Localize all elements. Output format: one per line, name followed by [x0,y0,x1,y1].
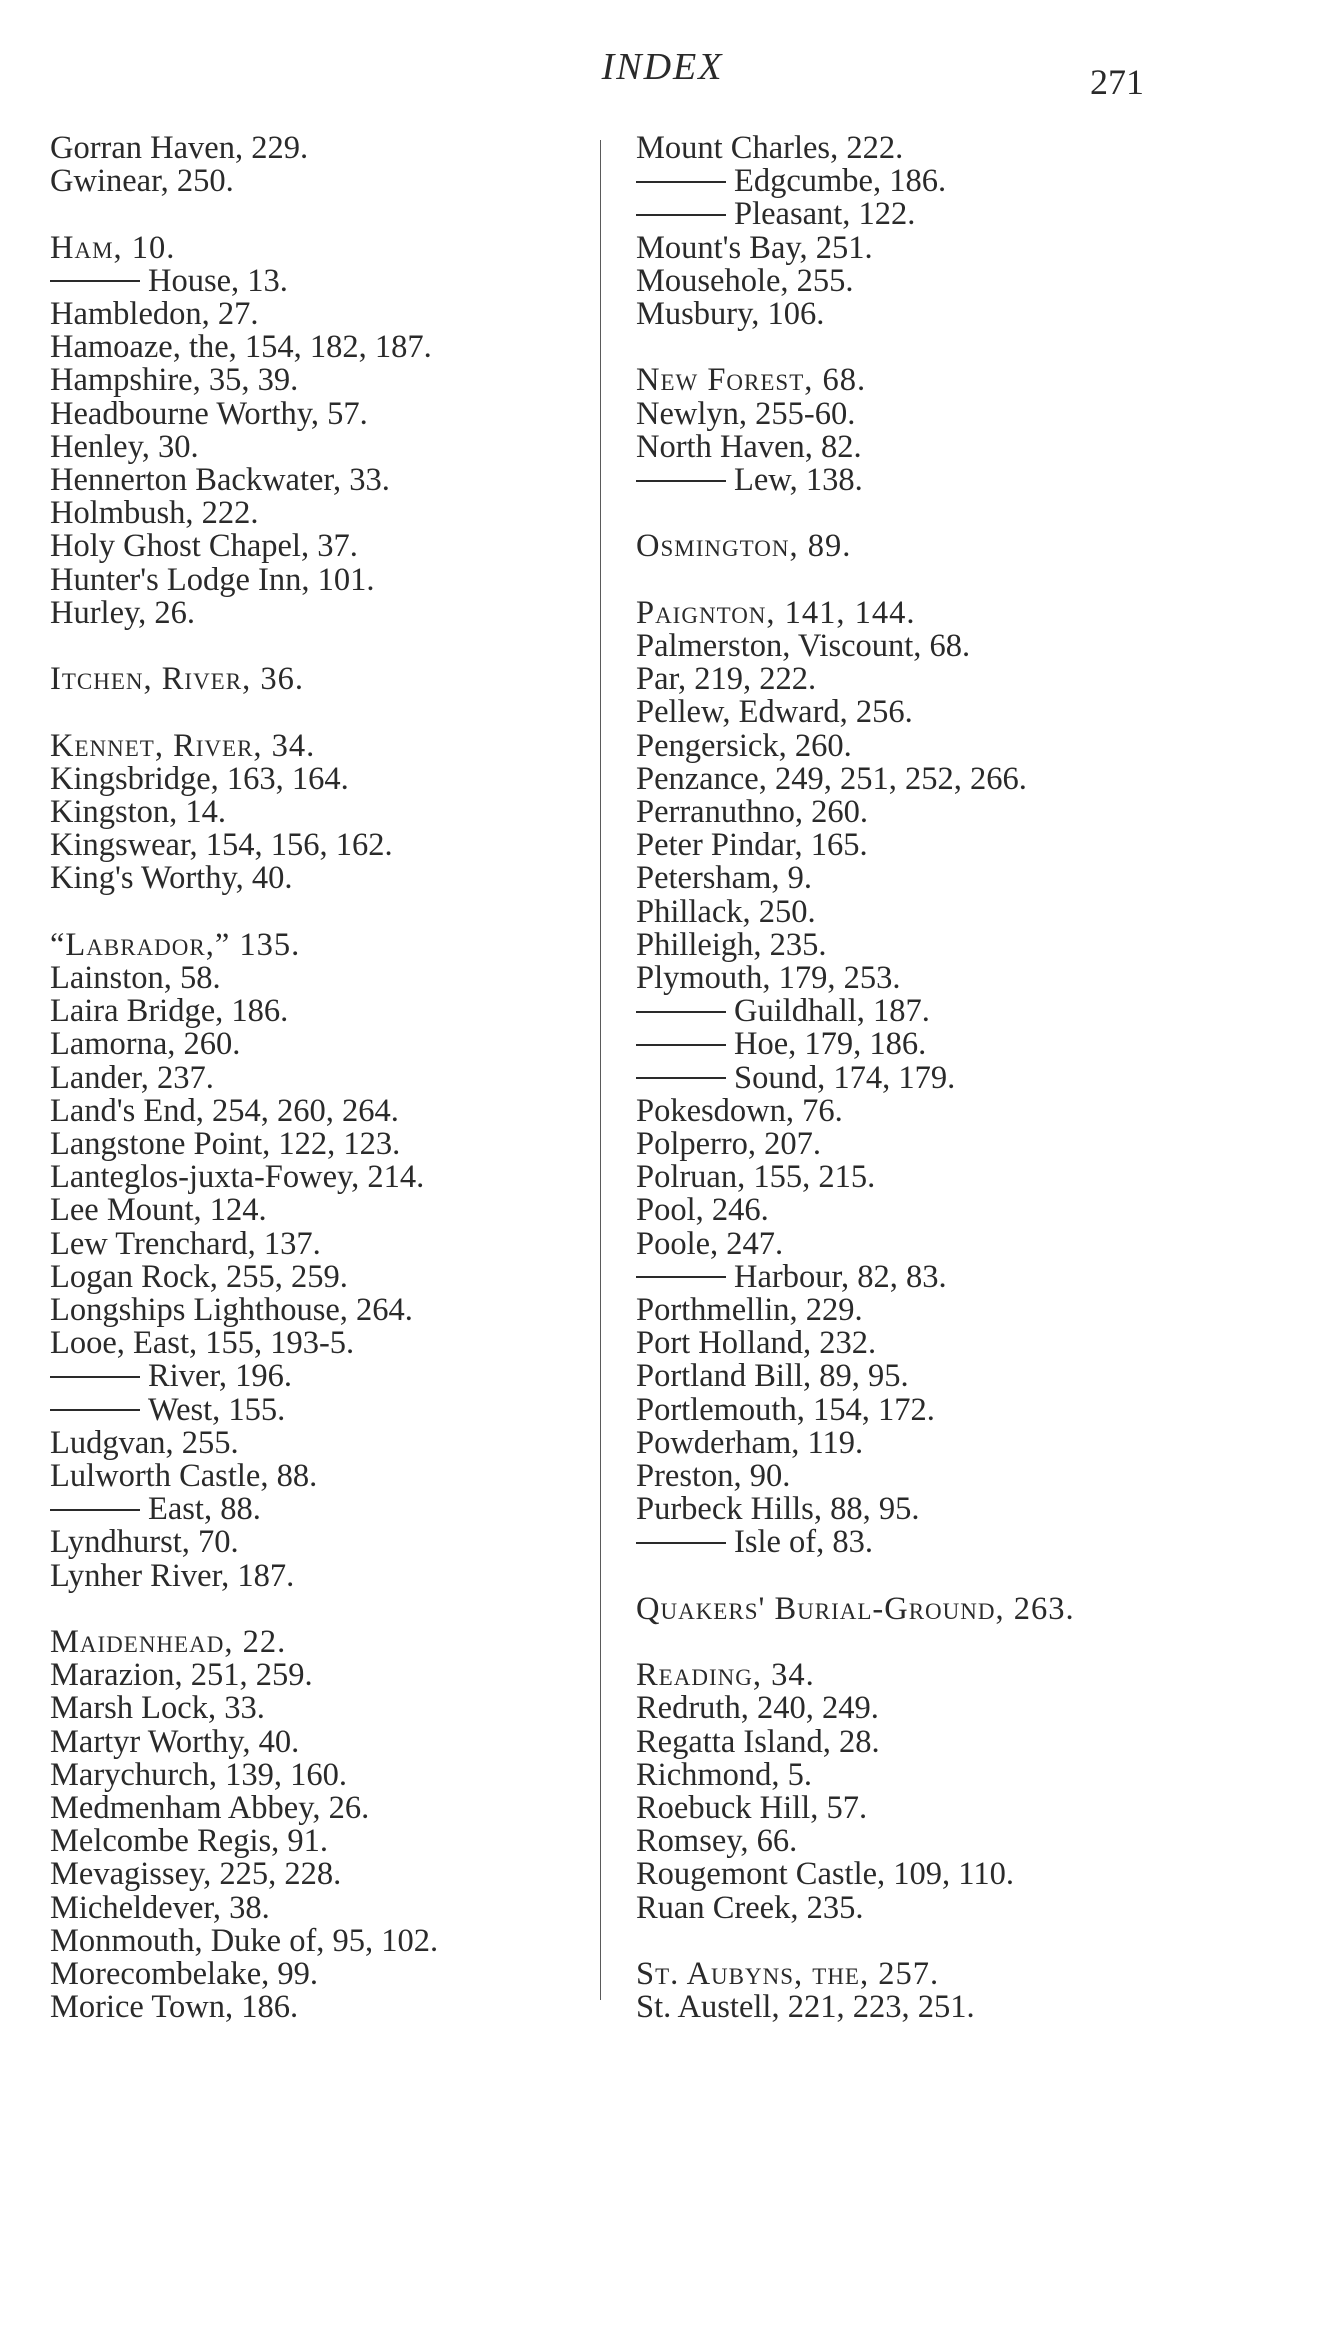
entry-text: Hamoaze, the, 154, 182, 187. [50,329,432,366]
entry-text: Palmerston, Viscount, 68. [636,628,971,664]
entry-text: Osmington, 89. [636,528,852,565]
entry-gap [50,198,600,231]
entry-text: Regatta Island, 28. [636,1723,880,1760]
index-entry [50,464,600,497]
entry-text: Land's End, 254, 260, 264. [50,1092,399,1129]
entry-text: Par, 219, 222. [636,661,817,698]
entry-text: Musbury, 106. [636,296,825,333]
page-number: 271 [1090,62,1144,102]
entry-text: “Labrador,” 135. [50,926,301,963]
index-entry [636,1092,1296,1129]
entry-text: Port Holland, 232. [636,1325,877,1362]
index-entry [50,364,600,397]
index-entry [50,862,600,895]
index-entry [50,1825,600,1858]
entry-text: Hunter's Lodge Inn, 101. [50,561,375,598]
entry-gap [636,1626,1296,1659]
index-entry [636,132,1296,165]
index-entry [636,395,1296,432]
ditto-dash [636,1276,726,1278]
index-entry [636,926,1296,963]
index-entry [50,1294,600,1327]
index-entry [636,1692,1296,1725]
index-entry [636,696,1296,729]
entry-gap [636,497,1296,530]
entry-text: Rougemont Castle, 109, 110. [636,1856,1014,1893]
ditto-dash [50,1409,140,1411]
index-entry [636,530,1296,563]
entry-text: Ham, 10. [50,229,176,266]
index-entry [50,1626,600,1659]
entry-text: Purbeck Hills, 88, 95. [636,1491,920,1528]
entry-text: Lynher River, 187. [50,1557,295,1594]
entry-text: Porthmellin, 229. [636,1292,863,1329]
index-entry [50,727,600,764]
index-entry [636,1590,1296,1627]
index-entry [50,1194,600,1227]
entry-text: Maidenhead, 22. [50,1624,287,1661]
entry-text: Peter Pindar, 165. [636,827,868,864]
index-entry [636,1327,1296,1360]
entry-text: Morecombelake, 99. [50,1956,319,1993]
entry-text: Martyr Worthy, 40. [50,1723,300,1760]
index-entry [50,760,600,797]
entry-text: Melcombe Regis, 91. [50,1823,329,1860]
ditto-dash [50,1509,140,1511]
index-subentry [636,1059,1296,1096]
entry-text: Kingston, 14. [50,794,227,831]
entry-text: Medmenham Abbey, 26. [50,1790,370,1827]
index-subentry [50,1391,600,1428]
index-entry [50,1225,600,1262]
index-entry [636,428,1296,465]
entry-text: Lanteglos-juxta-Fowey, 214. [50,1159,425,1196]
entry-text: Powderham, 119. [636,1424,864,1461]
entry-text: West, 155. [148,1391,286,1428]
ditto-dash [636,1077,726,1079]
index-entry [636,1194,1296,1227]
ditto-dash [636,480,726,482]
entry-text: Looe, East, 155, 193-5. [50,1325,355,1362]
entry-gap [50,630,600,663]
entry-text: Kingsbridge, 163, 164. [50,760,349,797]
entry-text: Ludgvan, 255. [50,1424,239,1461]
index-entry [50,1792,600,1825]
index-entry [50,1858,600,1891]
entry-text: House, 13. [148,262,288,299]
index-entry [636,727,1296,764]
index-entry [636,1460,1296,1493]
index-entry [50,1161,600,1194]
entry-text: Pengersick, 260. [636,727,852,764]
index-subentry [636,1526,1296,1559]
index-entry [50,1958,600,1991]
index-entry [50,1460,600,1493]
index-entry [50,1424,600,1461]
entry-gap [50,696,600,729]
entry-text: Pokesdown, 76. [636,1092,843,1129]
entry-text: Kennet, River, 34. [50,727,316,764]
index-entry [50,1327,600,1360]
index-entry [50,1889,600,1926]
entry-text: Lyndhurst, 70. [50,1524,239,1561]
entry-text: Polruan, 155, 215. [636,1159,876,1196]
ditto-dash [636,1044,726,1046]
index-entry [636,364,1296,397]
index-entry [50,229,600,266]
index-entry [636,1294,1296,1327]
index-entry [636,1792,1296,1825]
entry-text: Hurley, 26. [50,594,196,631]
entry-text: Lew, 138. [734,462,863,499]
ditto-dash [50,1376,140,1378]
index-entry [50,395,600,432]
ditto-dash [636,214,726,216]
index-column-right [636,132,1296,2024]
entry-text: Edgcumbe, 186. [734,163,947,200]
entry-text: Harbour, 82, 83. [734,1258,947,1295]
index-entry [636,298,1296,331]
index-entry [50,995,600,1028]
entry-text: Portland Bill, 89, 95. [636,1358,909,1395]
entry-text: Laira Bridge, 186. [50,993,289,1030]
index-subentry [50,1493,600,1526]
entry-text: Longships Lighthouse, 264. [50,1292,413,1329]
index-subentry [50,262,600,299]
index-entry [636,1991,1296,2024]
entry-text: Pleasant, 122. [734,196,916,233]
entry-text: Marychurch, 139, 160. [50,1756,347,1793]
entry-text: Ruan Creek, 235. [636,1889,864,1926]
index-entry [50,1092,600,1129]
entry-text: Monmouth, Duke of, 95, 102. [50,1922,439,1959]
entry-text: Kingswear, 154, 156, 162. [50,827,393,864]
index-entry [636,1756,1296,1793]
index-entry [50,331,600,364]
index-entry [50,298,600,331]
entry-text: Lander, 237. [50,1059,214,1096]
entry-text: Morice Town, 186. [50,1989,299,2026]
entry-text: Petersham, 9. [636,860,813,897]
index-subentry [636,165,1296,198]
index-entry [636,796,1296,829]
index-entry [636,1360,1296,1393]
entry-gap [636,564,1296,597]
entry-text: Mount's Bay, 251. [636,229,873,266]
entry-text: Itchen, River, 36. [50,661,304,698]
ditto-dash [50,280,140,282]
entry-text: Lainston, 58. [50,960,221,997]
entry-text: Philleigh, 235. [636,926,827,963]
index-subentry [636,995,1296,1028]
entry-text: Pool, 246. [636,1192,769,1229]
entry-text: East, 88. [148,1491,261,1528]
index-entry [50,1059,600,1096]
entry-gap [50,1593,600,1626]
entry-text: Reading, 34. [636,1657,815,1694]
entry-gap [636,1560,1296,1593]
index-entry [50,1692,600,1725]
entry-text: Henley, 30. [50,428,199,465]
index-subentry [636,464,1296,497]
entry-text: Mount Charles, 222. [636,130,904,166]
entry-text: North Haven, 82. [636,428,862,465]
entry-text: Marsh Lock, 33. [50,1690,265,1727]
entry-text: St. Austell, 221, 223, 251. [636,1989,975,2026]
index-subentry [636,198,1296,231]
index-entry [636,262,1296,299]
entry-text: Plymouth, 179, 253. [636,960,901,997]
entry-text: Micheldever, 38. [50,1889,270,1926]
index-entry [50,1557,600,1594]
index-entry [50,1756,600,1793]
index-entry [636,229,1296,266]
entry-text: Redruth, 240, 249. [636,1690,879,1727]
entry-text: Langstone Point, 122, 123. [50,1126,401,1163]
index-entry [636,663,1296,696]
entry-text: Mevagissey, 225, 228. [50,1856,342,1893]
index-entry [636,1958,1296,1991]
entry-text: Hampshire, 35, 39. [50,362,299,399]
entry-text: Sound, 174, 179. [734,1059,956,1096]
index-entry [636,862,1296,895]
ditto-dash [636,181,726,183]
index-entry [636,760,1296,797]
entry-text: Guildhall, 187. [734,993,930,1030]
index-entry [636,1889,1296,1926]
entry-text: Poole, 247. [636,1225,784,1262]
index-entry [50,1991,600,2024]
index-entry [50,1128,600,1161]
entry-gap [50,896,600,929]
index-entry [50,594,600,631]
index-entry [50,497,600,530]
entry-text: New Forest, 68. [636,362,867,399]
entry-text: Phillack, 250. [636,893,816,930]
entry-text: Quakers' Burial-Ground, 263. [636,1590,1075,1627]
index-entry [50,1922,600,1959]
index-entry [636,630,1296,663]
index-entry [50,1723,600,1760]
entry-text: Richmond, 5. [636,1756,813,1793]
entry-gap [636,331,1296,364]
entry-text: Portlemouth, 154, 172. [636,1391,935,1428]
entry-text: Headbourne Worthy, 57. [50,395,368,432]
entry-text: Hambledon, 27. [50,296,259,332]
entry-text: Gwinear, 250. [50,163,234,200]
entry-text: Mousehole, 255. [636,262,854,299]
entry-text: Marazion, 251, 259. [50,1657,313,1694]
entry-text: Paignton, 141, 144. [636,594,916,631]
entry-text: Gorran Haven, 229. [50,130,309,166]
index-subentry [636,1028,1296,1061]
ditto-dash [636,1542,726,1544]
entry-text: Polperro, 207. [636,1126,822,1163]
index-entry [636,1858,1296,1891]
entry-text: Lew Trenchard, 137. [50,1225,321,1262]
index-entry [636,829,1296,862]
index-entry [636,1825,1296,1858]
entry-text: Lulworth Castle, 88. [50,1458,318,1495]
index-column-left [50,132,600,2025]
entry-text: Newlyn, 255-60. [636,395,856,432]
entry-text: Holy Ghost Chapel, 37. [50,528,358,565]
index-entry [636,893,1296,930]
entry-text: River, 196. [148,1358,293,1395]
entry-text: Preston, 90. [636,1458,791,1495]
entry-text: Hoe, 179, 186. [734,1026,927,1063]
index-entry [50,962,600,995]
entry-text: St. Aubyns, the, 257. [636,1956,940,1993]
index-entry [50,1659,600,1692]
entry-text: Roebuck Hill, 57. [636,1790,868,1827]
page-title: INDEX [601,46,724,88]
ditto-dash [636,1011,726,1013]
index-subentry [50,1360,600,1393]
index-entry [50,1526,600,1559]
index-entry [636,1391,1296,1428]
index-entry [636,962,1296,995]
index-entry [636,1493,1296,1526]
entry-text: Logan Rock, 255, 259. [50,1258,348,1295]
entry-text: King's Worthy, 40. [50,860,293,897]
index-entry [50,829,600,862]
entry-text: Penzance, 249, 251, 252, 266. [636,760,1027,797]
index-entry [50,1258,600,1295]
entry-text: Lee Mount, 124. [50,1192,267,1229]
index-entry [50,428,600,465]
index-entry [50,663,600,696]
entry-text: Romsey, 66. [636,1823,798,1860]
entry-text: Perranuthno, 260. [636,794,868,831]
index-subentry [636,1258,1296,1295]
index-entry [50,530,600,563]
index-entry [50,561,600,598]
index-entry [636,1659,1296,1692]
index-entry [636,1723,1296,1760]
entry-text: Lamorna, 260. [50,1026,241,1063]
index-entry [50,1028,600,1061]
index-entry [636,1161,1296,1194]
entry-text: Pellew, Edward, 256. [636,694,913,731]
index-entry [636,594,1296,631]
index-entry [50,926,600,963]
index-entry [50,165,600,198]
entry-gap [636,1925,1296,1958]
column-divider [600,140,601,2000]
index-entry [636,1424,1296,1461]
index-entry [50,796,600,829]
index-entry [636,1128,1296,1161]
entry-text: Holmbush, 222. [50,495,259,532]
entry-text: Hennerton Backwater, 33. [50,462,390,499]
index-entry [50,132,600,165]
entry-text: Isle of, 83. [734,1524,873,1561]
index-entry [636,1225,1296,1262]
